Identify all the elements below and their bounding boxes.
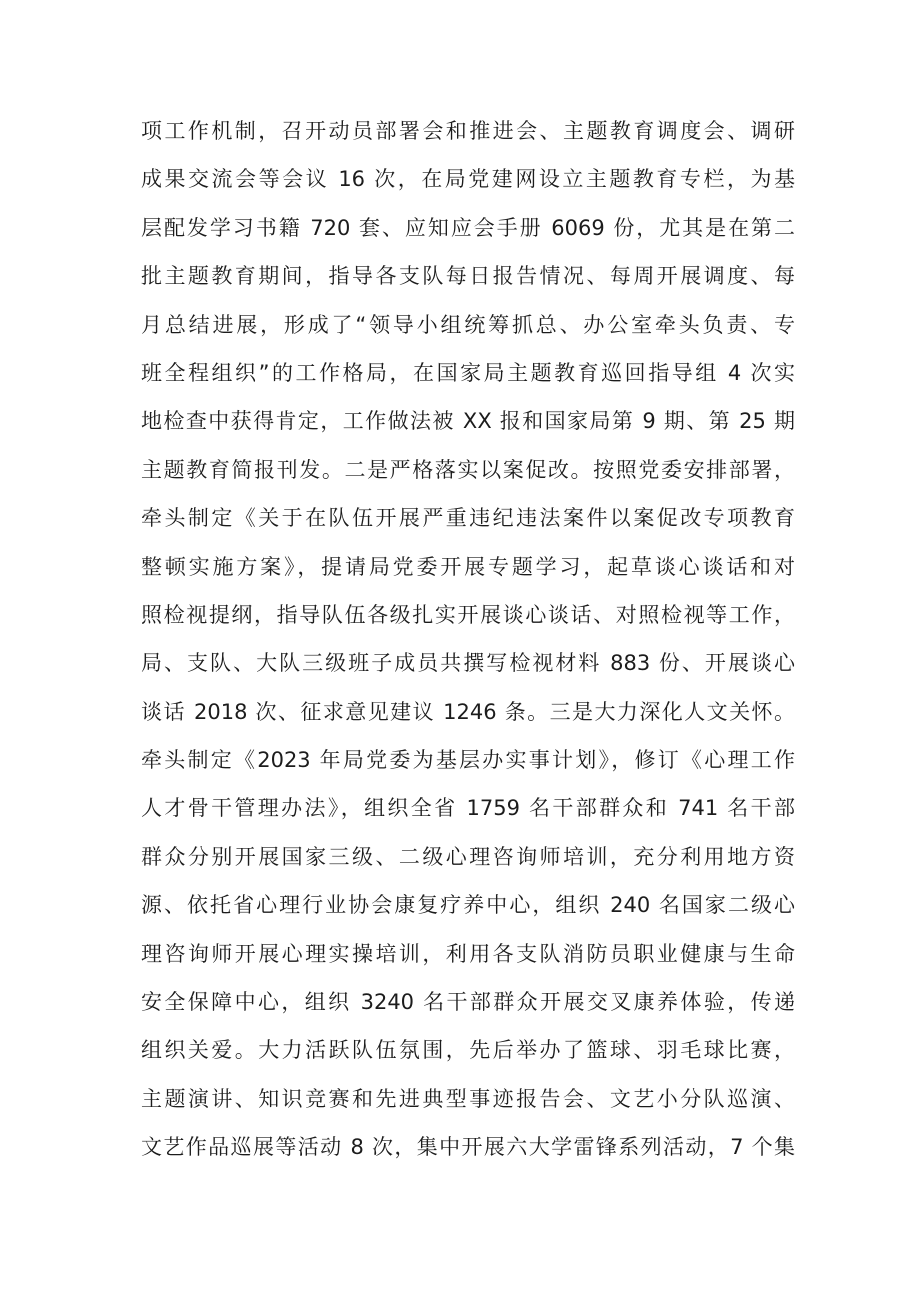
text-line: 项工作机制，召开动员部署会和推进会、主题教育调度会、调研 (141, 119, 795, 143)
text-line: 牵头制定《2023 年局党委为基层办实事计划》，修订《心理工作 (141, 748, 795, 773)
text-line: 层配发学习书籍 720 套、应知应会手册 6069 份，尤其是在第二 (141, 215, 795, 240)
text-line: 班全程组织”的工作格局，在国家局主题教育巡回指导组 4 次实 (141, 360, 795, 385)
text-line: 理咨询师开展心理实操培训，利用各支队消防员职业健康与生命 (141, 941, 795, 966)
text-line: 月总结进展，形成了“领导小组统筹抓总、办公室牵头负责、专 (141, 312, 795, 337)
text-line: 地检查中获得肯定，工作做法被 XX 报和国家局第 9 期、第 25 期 (141, 409, 795, 434)
text-line: 主题教育简报刊发。二是严格落实以案促改。按照党委安排部署， (141, 457, 795, 482)
text-line: 主题演讲、知识竞赛和先进典型事迹报告会、文艺小分队巡演、 (141, 1086, 795, 1111)
text-line: 整顿实施方案》，提请局党委开展专题学习，起草谈心谈话和对 (141, 554, 795, 579)
text-line: 局、支队、大队三级班子成员共撰写检视材料 883 份、开展谈心 (141, 651, 795, 676)
text-line: 谈话 2018 次、征求意见建议 1246 条。三是大力深化人文关怀。 (141, 699, 795, 724)
text-line: 照检视提纲，指导队伍各级扎实开展谈心谈话、对照检视等工作， (141, 602, 795, 627)
text-line: 文艺作品巡展等活动 8 次，集中开展六大学雷锋系列活动，7 个集 (141, 1135, 795, 1160)
text-line: 人才骨干管理办法》，组织全省 1759 名干部群众和 741 名干部 (141, 796, 795, 821)
text-line: 牵头制定《关于在队伍开展严重违纪违法案件以案促改专项教育 (141, 506, 795, 531)
text-line: 群众分别开展国家三级、二级心理咨询师培训，充分利用地方资 (141, 844, 795, 869)
text-line: 组织关爱。大力活跃队伍氛围，先后举办了篮球、羽毛球比赛， (141, 1038, 795, 1063)
text-line: 批主题教育期间，指导各支队每日报告情况、每周开展调度、每 (141, 264, 795, 289)
body-paragraph (141, 107, 795, 1172)
text-line: 安全保障中心，组织 3240 名干部群众开展交叉康养体验，传递 (141, 990, 795, 1015)
text-line: 源、依托省心理行业协会康复疗养中心，组织 240 名国家二级心 (141, 893, 795, 918)
text-line: 成果交流会等会议 16 次，在局党建网设立主题教育专栏，为基 (141, 167, 795, 192)
